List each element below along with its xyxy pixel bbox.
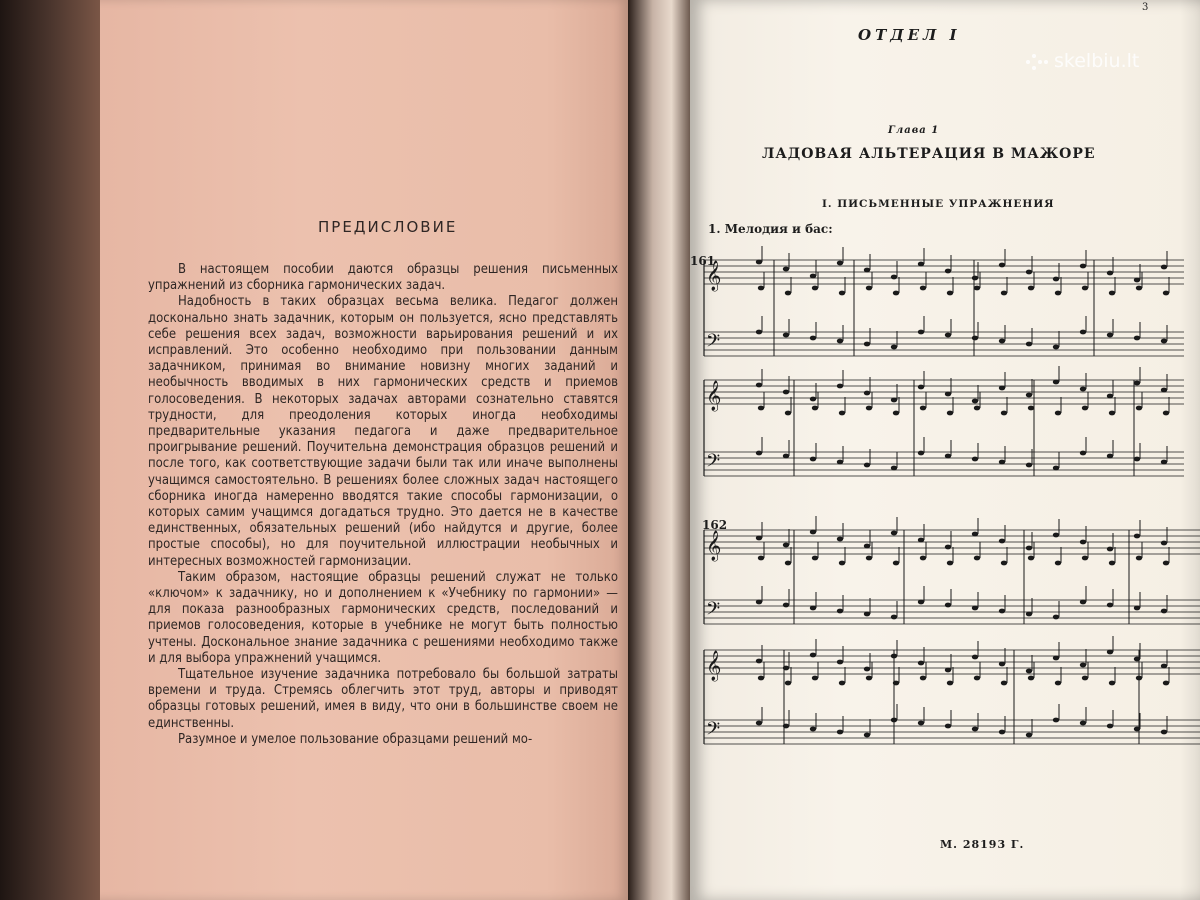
note-head: [893, 291, 899, 296]
note-head: [945, 603, 951, 608]
note-head: [1136, 286, 1142, 291]
note-head: [1107, 394, 1113, 399]
note-head: [756, 721, 762, 726]
chapter-label: Глава 1: [888, 125, 940, 136]
note-head: [918, 385, 924, 390]
note-head: [1161, 265, 1167, 270]
note-head: [1136, 406, 1142, 411]
note-head: [758, 406, 764, 411]
note-head: [1026, 342, 1032, 347]
note-head: [1001, 411, 1007, 416]
note-head: [1080, 451, 1086, 456]
note-head: [1107, 271, 1113, 276]
note-head: [1161, 664, 1167, 669]
note-head: [1109, 561, 1115, 566]
note-head: [918, 262, 924, 267]
note-head: [837, 384, 843, 389]
note-head: [1026, 612, 1032, 617]
note-head: [837, 261, 843, 266]
note-head: [920, 406, 926, 411]
note-head: [783, 603, 789, 608]
note-head: [918, 721, 924, 726]
note-head: [920, 556, 926, 561]
note-head: [999, 386, 1005, 391]
note-head: [1055, 291, 1061, 296]
note-head: [891, 654, 897, 659]
note-head: [756, 330, 762, 335]
chapter-title: ЛАДОВАЯ АЛЬТЕРАЦИЯ В МАЖОРЕ: [762, 146, 1096, 162]
note-head: [783, 267, 789, 272]
note-head: [893, 561, 899, 566]
note-head: [1134, 727, 1140, 732]
left-page: [88, 0, 628, 900]
note-head: [810, 727, 816, 732]
note-head: [972, 399, 978, 404]
note-head: [945, 724, 951, 729]
note-head: [866, 556, 872, 561]
note-head: [1026, 669, 1032, 674]
note-head: [891, 718, 897, 723]
note-head: [1109, 411, 1115, 416]
note-head: [972, 655, 978, 660]
note-head: [974, 676, 980, 681]
note-head: [1107, 454, 1113, 459]
note-head: [837, 460, 843, 465]
note-head: [810, 274, 816, 279]
note-head: [756, 600, 762, 605]
note-head: [837, 609, 843, 614]
preface-paragraph-4: Тщательное изучение задачника потребовало бы большой затраты времени и труда. Стремясь облегчить этот труд, авторы и приводят образцы готовых решений, имея в виду, что они в большинстве своем не единственны.: [148, 667, 618, 731]
note-head: [1161, 541, 1167, 546]
note-head: [810, 397, 816, 402]
note-head: [945, 392, 951, 397]
section-heading: ОТДЕЛ I: [858, 26, 961, 44]
note-head: [999, 339, 1005, 344]
note-head: [999, 263, 1005, 268]
note-head: [1053, 277, 1059, 282]
note-head: [1055, 681, 1061, 686]
note-head: [1134, 606, 1140, 611]
note-head: [1053, 466, 1059, 471]
note-head: [812, 676, 818, 681]
note-head: [972, 276, 978, 281]
treble-clef-icon: 𝄞: [706, 531, 722, 561]
note-head: [945, 545, 951, 550]
note-head: [837, 537, 843, 542]
note-head: [1053, 718, 1059, 723]
watermark: [1026, 50, 1139, 72]
note-head: [1161, 339, 1167, 344]
note-head: [783, 666, 789, 671]
note-head: [1053, 345, 1059, 350]
page-number: 3: [1142, 2, 1149, 13]
note-head: [1107, 603, 1113, 608]
note-head: [1055, 411, 1061, 416]
preface-paragraph-1: В настоящем пособии даются образцы решения письменных упражнений из сборника гармонических задач.: [148, 262, 618, 294]
preface-paragraph-5: Разумное и умелое пользование образцами решений мо-: [178, 731, 533, 747]
note-head: [785, 561, 791, 566]
note-head: [1028, 676, 1034, 681]
note-head: [1080, 540, 1086, 545]
note-head: [1134, 457, 1140, 462]
note-head: [999, 662, 1005, 667]
note-head: [1161, 460, 1167, 465]
note-head: [999, 460, 1005, 465]
note-head: [947, 411, 953, 416]
note-head: [1053, 533, 1059, 538]
note-head: [1136, 676, 1142, 681]
note-head: [839, 561, 845, 566]
note-head: [810, 653, 816, 658]
exercise-number-162: 162: [702, 518, 728, 532]
preface-text: [148, 262, 618, 748]
note-head: [1026, 393, 1032, 398]
note-head: [972, 336, 978, 341]
note-head: [1080, 330, 1086, 335]
note-head: [1107, 650, 1113, 655]
note-head: [893, 681, 899, 686]
note-head: [999, 730, 1005, 735]
note-head: [810, 530, 816, 535]
note-head: [783, 390, 789, 395]
note-head: [1136, 556, 1142, 561]
note-head: [972, 457, 978, 462]
note-head: [837, 339, 843, 344]
note-head: [810, 606, 816, 611]
note-head: [839, 291, 845, 296]
treble-clef-icon: 𝄞: [706, 381, 722, 411]
note-head: [891, 615, 897, 620]
note-head: [839, 411, 845, 416]
note-head: [1028, 406, 1034, 411]
note-head: [1055, 561, 1061, 566]
note-head: [1082, 556, 1088, 561]
note-head: [972, 727, 978, 732]
note-head: [891, 275, 897, 280]
note-head: [1026, 733, 1032, 738]
watermark-text: skelbiu.lt: [1054, 50, 1140, 72]
note-head: [1053, 656, 1059, 661]
note-head: [866, 676, 872, 681]
watermark-logo-icon: [1026, 54, 1050, 70]
note-head: [1026, 546, 1032, 551]
note-head: [785, 681, 791, 686]
note-head: [918, 661, 924, 666]
note-head: [864, 667, 870, 672]
note-head: [947, 681, 953, 686]
note-head: [891, 345, 897, 350]
music-score: [690, 240, 1200, 820]
note-head: [1161, 730, 1167, 735]
note-head: [891, 398, 897, 403]
note-head: [864, 733, 870, 738]
note-head: [758, 556, 764, 561]
note-head: [974, 286, 980, 291]
note-head: [918, 451, 924, 456]
note-head: [920, 676, 926, 681]
note-head: [1109, 291, 1115, 296]
note-head: [783, 333, 789, 338]
note-head: [756, 451, 762, 456]
note-head: [972, 606, 978, 611]
preface-paragraph-2: Надобность в таких образцах весьма велика. Педагог должен досконально знать задачник, которым он пользуется, ясно представлять себе решения всех задач, возможности варьирования решений и их исправлений. Это особенно необходимо при пользовании данным задачником, принимая во внимание новизну многих заданий и необычность вводимых в них гармонических средств и приемов голосоведения. В некоторых задачах авторами сознательно ставятся трудности, для преодоления которых иногда необходимы предварительные указания педагога и даже предварительное проигрывание решений. Поучительна демонстрация образцов решений и после того, как соответствующие задачи были так или иначе выполнены учащимся самостоятельно. В решениях более сложных задач настоящего сборника иногда намеренно вводятся такие способы гармонизации, о которых самим учащимся догадаться трудно. Это дается не в качестве единственных, обязательных решений (ибо найдутся и другие, более простые способы), но для поучительной иллюстрации необычных и интересных возможностей гармонизации.: [148, 294, 618, 569]
note-head: [839, 681, 845, 686]
note-head: [756, 383, 762, 388]
note-head: [758, 286, 764, 291]
note-head: [1134, 336, 1140, 341]
note-head: [1163, 291, 1169, 296]
note-head: [1134, 381, 1140, 386]
note-head: [972, 532, 978, 537]
note-head: [974, 406, 980, 411]
note-head: [1028, 556, 1034, 561]
note-head: [812, 406, 818, 411]
note-head: [891, 466, 897, 471]
note-head: [945, 668, 951, 673]
note-head: [1134, 534, 1140, 539]
note-head: [945, 333, 951, 338]
note-head: [756, 659, 762, 664]
preface-title: ПРЕДИСЛОВИЕ: [318, 218, 458, 236]
note-head: [1107, 547, 1113, 552]
note-head: [783, 543, 789, 548]
note-head: [1080, 600, 1086, 605]
note-head: [864, 463, 870, 468]
note-head: [864, 544, 870, 549]
note-head: [866, 406, 872, 411]
note-head: [947, 291, 953, 296]
note-head: [918, 600, 924, 605]
note-head: [812, 556, 818, 561]
note-head: [785, 291, 791, 296]
note-head: [1001, 681, 1007, 686]
note-head: [810, 457, 816, 462]
note-head: [974, 556, 980, 561]
note-head: [1001, 291, 1007, 296]
note-head: [1080, 663, 1086, 668]
note-head: [783, 724, 789, 729]
note-head: [999, 539, 1005, 544]
note-head: [1080, 387, 1086, 392]
note-head: [785, 411, 791, 416]
exercise-title: 1. Мелодия и бас:: [708, 222, 833, 236]
note-head: [1109, 681, 1115, 686]
note-head: [812, 286, 818, 291]
preface-paragraph-3: Таким образом, настоящие образцы решений служат не только «ключом» к задачнику, но и дополнением к «Учебнику по гармонии» — для показа разнообразных гармонических средств, последований и приемов голосоведения, которые в учебнике не могут быть полностью учтены. Доскональное знание задачника с решениями необходимо также и для выбора упражнений учащимся.: [148, 569, 618, 666]
note-head: [866, 286, 872, 291]
note-head: [864, 391, 870, 396]
note-head: [1107, 724, 1113, 729]
note-head: [893, 411, 899, 416]
note-head: [945, 454, 951, 459]
subsection-title: I. ПИСЬМЕННЫЕ УПРАЖНЕНИЯ: [822, 198, 1055, 210]
note-head: [1134, 278, 1140, 283]
note-head: [1001, 561, 1007, 566]
treble-clef-icon: 𝄞: [706, 651, 722, 681]
note-head: [1026, 463, 1032, 468]
note-head: [864, 268, 870, 273]
note-head: [756, 260, 762, 265]
note-head: [1053, 380, 1059, 385]
treble-clef-icon: 𝄞: [706, 261, 722, 291]
note-head: [783, 454, 789, 459]
note-head: [1026, 270, 1032, 275]
note-head: [864, 342, 870, 347]
note-head: [999, 609, 1005, 614]
note-head: [1107, 333, 1113, 338]
note-head: [1028, 286, 1034, 291]
note-head: [1163, 681, 1169, 686]
note-head: [1161, 388, 1167, 393]
book-gutter: [628, 0, 690, 900]
note-head: [920, 286, 926, 291]
note-head: [1082, 286, 1088, 291]
bass-clef-icon: 𝄢: [706, 451, 721, 476]
note-head: [947, 561, 953, 566]
note-head: [1080, 264, 1086, 269]
note-head: [1080, 721, 1086, 726]
note-head: [1161, 609, 1167, 614]
note-head: [837, 660, 843, 665]
note-head: [756, 536, 762, 541]
bass-clef-icon: 𝄢: [706, 719, 721, 744]
note-head: [1163, 561, 1169, 566]
bass-clef-icon: 𝄢: [706, 331, 721, 356]
note-head: [810, 336, 816, 341]
footer-code: М. 28193 Г.: [940, 838, 1025, 851]
note-head: [758, 676, 764, 681]
note-head: [864, 612, 870, 617]
note-head: [837, 730, 843, 735]
note-head: [1053, 615, 1059, 620]
note-head: [1163, 411, 1169, 416]
book-edge-left: [0, 0, 100, 900]
note-head: [891, 531, 897, 536]
bass-clef-icon: 𝄢: [706, 599, 721, 624]
note-head: [1134, 657, 1140, 662]
note-head: [1082, 676, 1088, 681]
note-head: [918, 538, 924, 543]
note-head: [918, 330, 924, 335]
note-head: [1082, 406, 1088, 411]
note-head: [945, 269, 951, 274]
exercise-number-161: 161: [690, 254, 716, 268]
